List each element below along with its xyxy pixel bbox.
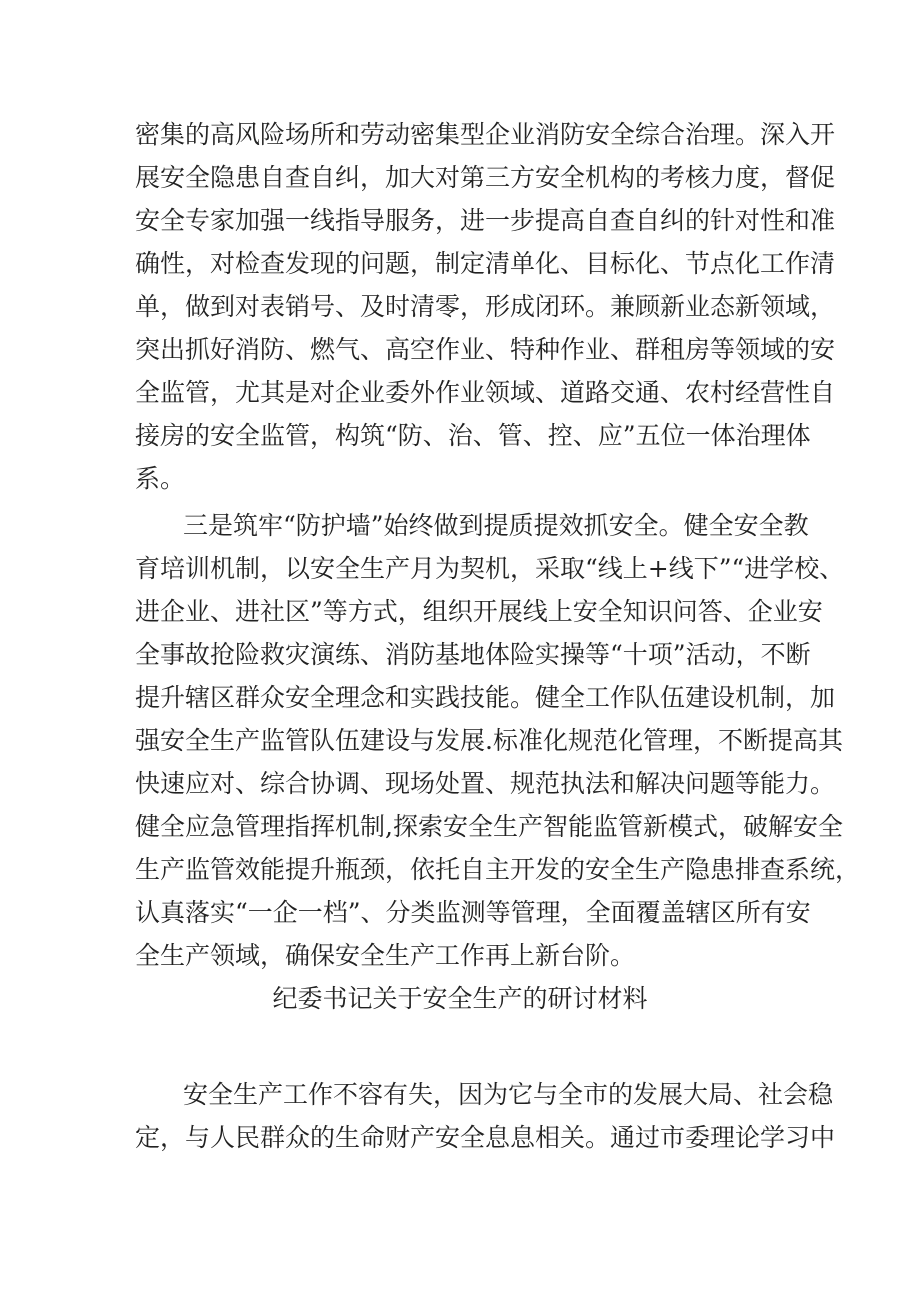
paragraph-line: 密集的高风险场所和劳动密集型企业消防安全综合治理。深入开 (135, 120, 836, 149)
paragraph-line: 全监管，尤其是对企业委外作业领域、道路交通、农村经营性自 (135, 378, 836, 407)
paragraph-line: 育培训机制，以安全生产月为契机，采取“线上+线下”“进学校、 (135, 554, 845, 583)
paragraph-line: 快速应对、综合协调、现场处置、规范执法和解决问题等能力。 (135, 769, 836, 798)
paragraph-line: 健全应急管理指挥机制,探索安全生产智能监管新模式，破解安全 (135, 812, 843, 841)
section-title: 纪委书记关于安全生产的研讨材料 (272, 984, 648, 1013)
paragraph-line: 全生产领域，确保安全生产工作再上新台阶。 (135, 941, 636, 970)
paragraph-line: 提升辖区群众安全理念和实践技能。健全工作队伍建设机制，加 (135, 683, 836, 712)
paragraph-line: 全事故抢险救灾演练、消防基地体险实操等“十项”活动，不断 (135, 640, 811, 669)
paragraph-line: 突出抓好消防、燃气、高空作业、特种作业、群租房等领域的安 (135, 335, 836, 364)
paragraph-line: 认真落实“一企一档”、分类监测等管理，全面覆盖辖区所有安 (135, 898, 811, 927)
paragraph-line: 单，做到对表销号、及时清零，形成闭环。兼顾新业态新领域， (135, 292, 836, 321)
paragraph-line: 展安全隐患自查自纠，加大对第三方安全机构的考核力度，督促 (135, 163, 836, 192)
paragraph-line: 系。 (135, 464, 186, 493)
paragraph-line: 生产监管效能提升瓶颈，依托自主开发的安全生产隐患排查系统， (135, 855, 861, 884)
paragraph-line: 强安全生产监管队伍建设与发展.标准化规范化管理，不断提高其 (135, 726, 843, 755)
paragraph-line: 进企业、进社区”等方式，组织开展线上安全知识问答、企业安 (135, 597, 823, 626)
paragraph-line: 三是筑牢“防护墙”始终做到提质提效抓安全。健全安全教 (183, 511, 809, 540)
paragraph-line: 安全生产工作不容有失，因为它与全市的发展大局、社会稳 (183, 1080, 834, 1109)
paragraph-line: 安全专家加强一线指导服务，进一步提高自查自纠的针对性和准 (135, 206, 836, 235)
paragraph-line: 定，与人民群众的生命财产安全息息相关。通过市委理论学习中 (135, 1123, 836, 1152)
paragraph-line: 接房的安全监管，构筑“防、治、管、控、应”五位一体治理体 (135, 421, 811, 450)
paragraph-line: 确性，对检查发现的问题，制定清单化、目标化、节点化工作清 (135, 249, 836, 278)
